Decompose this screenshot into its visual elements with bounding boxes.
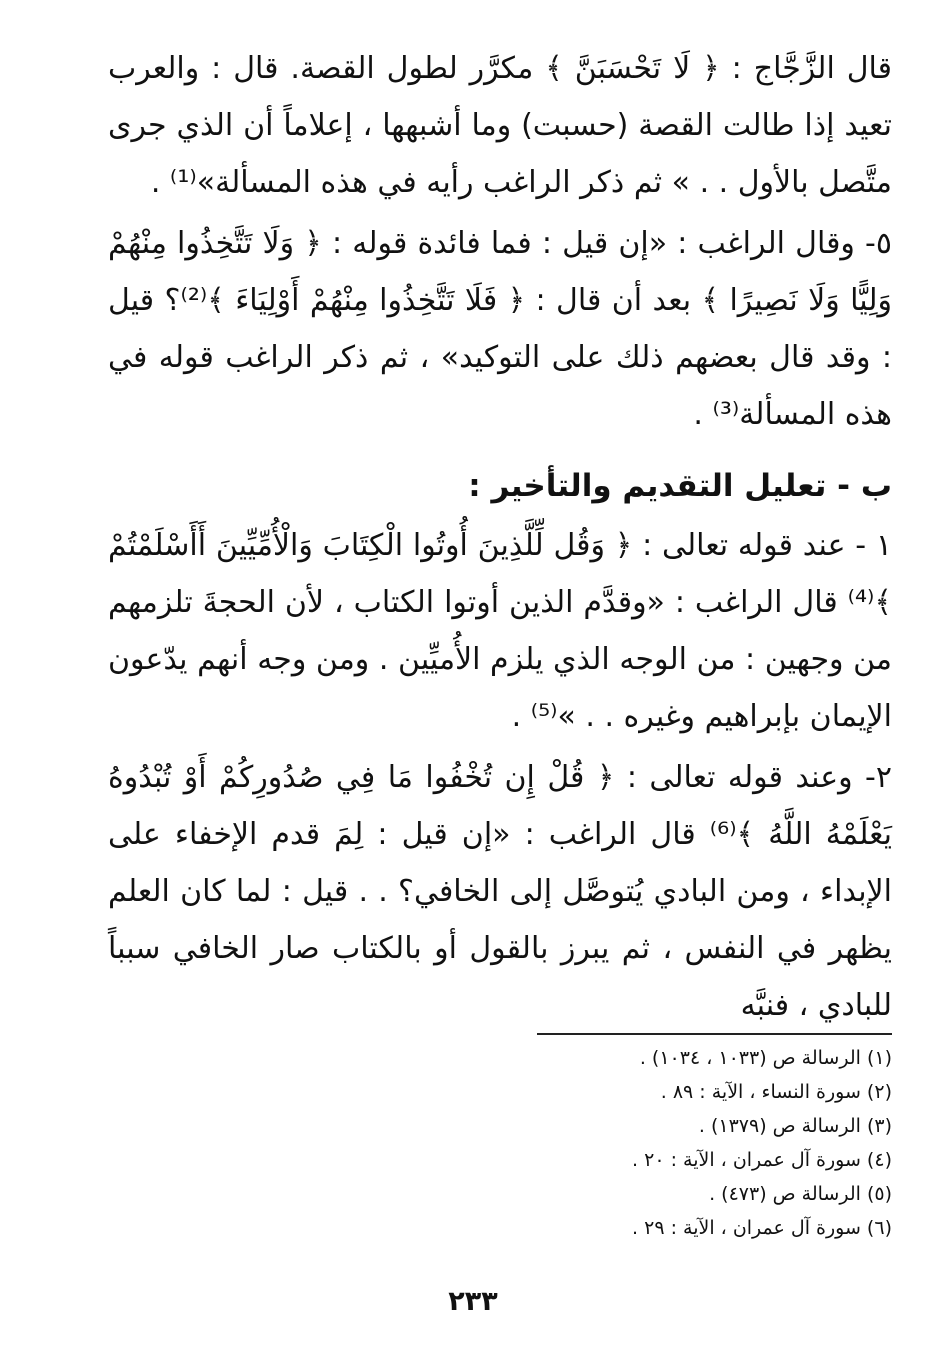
main-text <box>108 40 892 1038</box>
paragraph-2: ٢- وعند قوله تعالى : ﴿ قُلْ إِن تُخْفُوا مَا فِي صُدُورِكُمْ أَوْ تُبْدُوهُ يَعْلَمْهُ اللَّهُ ﴾⁽⁶⁾ قال الراغب : «إن قيل : لِمَ قدم الإخفاء على الإبداء ، ومن البادي يُتوصَّل إلى الخافي؟ . . قيل : لما كان العلم يظهر في النفس ، ثم يبرز بالقول أو بالكتاب صار الخافي سبباً للبادي ، فنبَّه <box>108 760 892 1023</box>
footnotes <box>108 1033 892 1245</box>
paragraph-5: ٥- وقال الراغب : «إن قيل : فما فائدة قوله : ﴿ وَلَا تَتَّخِذُوا مِنْهُمْ وَلِيًّا وَلَا نَصِيرًا ﴾ بعد أن قال : ﴿ فَلَا تَتَّخِذُوا مِنْهُمْ أَوْلِيَاءَ ﴾⁽²⁾؟ قيل : وقد قال بعضهم ذلك على التوكيد» ، ثم ذكر الراغب قوله في هذه المسألة⁽³⁾ . <box>108 226 892 432</box>
footnote-2: (٢) سورة النساء ، الآية : ٨٩ . <box>660 1081 892 1103</box>
paragraph-1: ١ - عند قوله تعالى : ﴿ وَقُل لِّلَّذِينَ أُوتُوا الْكِتَابَ وَالْأُمِّيِّينَ أَأَسْلَمْتُمْ ﴾⁽⁴⁾ قال الراغب : «وقدَّم الذين أوتوا الكتاب ، لأن الحجةَ تلزمهم من وجهين : من الوجه الذي يلزم الأُميِّين . ومن وجه أنهم يدّعون الإيمان بإبراهيم وغيره . . »⁽⁵⁾ . <box>108 528 892 734</box>
footnote-6: (٦) سورة آل عمران ، الآية : ٢٩ . <box>632 1217 892 1239</box>
section-heading: ب - تعليل التقديم والتأخير : <box>468 468 892 504</box>
footnote-5: (٥) الرسالة ص (٤٧٣) . <box>709 1183 892 1205</box>
paragraph-zajjaj: قال الزَّجَّاج : ﴿ لَا تَحْسَبَنَّ ﴾ مكرَّر لطول القصة. قال : والعرب تعيد إذا طالت القصة (حسبت) وما أشبهها ، إعلاماً أن الذي جرى متَّصل بالأول . . » ثم ذكر الراغب رأيه في هذه المسألة»⁽¹⁾ . <box>108 51 892 200</box>
page-number: ٢٣٣ <box>448 1286 498 1317</box>
footnote-3: (٣) الرسالة ص (١٣٧٩) . <box>698 1115 892 1137</box>
footnote-4: (٤) سورة آل عمران ، الآية : ٢٠ . <box>632 1149 892 1171</box>
footnote-1: (١) الرسالة ص (١٠٣٣ ، ١٠٣٤) . <box>639 1047 892 1069</box>
footnote-divider <box>537 1033 892 1035</box>
